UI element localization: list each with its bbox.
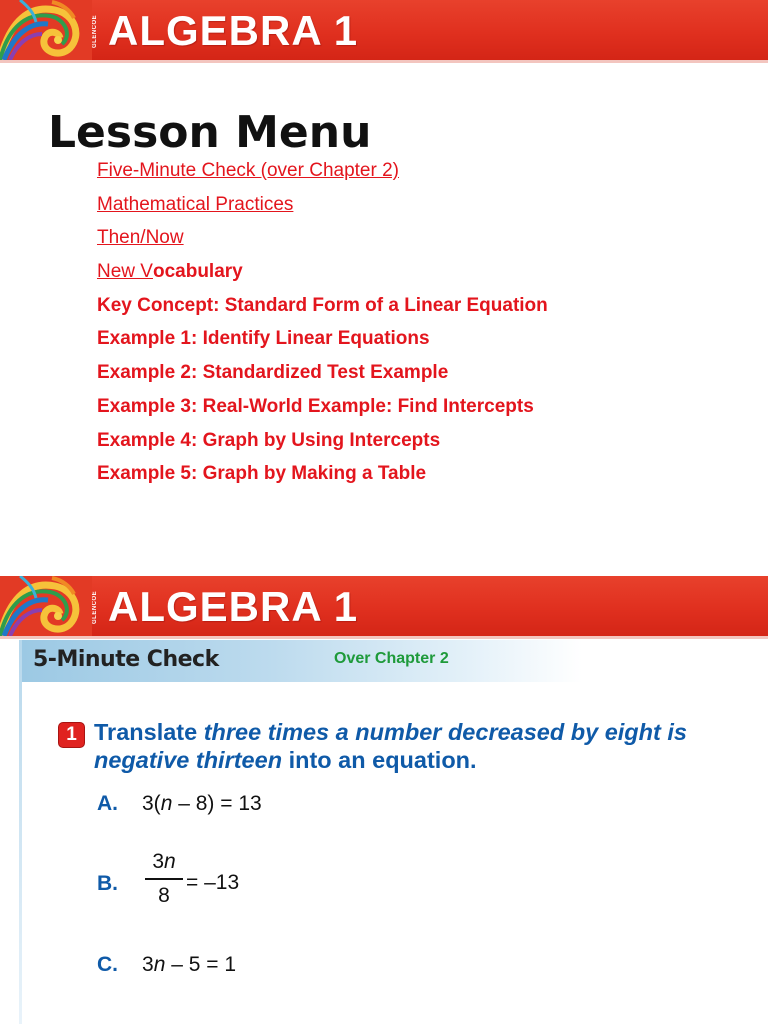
menu-item-example-2[interactable] bbox=[97, 362, 548, 396]
header-banner bbox=[0, 576, 768, 636]
menu-link[interactable]: Five-Minute Check (over Chapter 2) bbox=[97, 160, 399, 181]
menu-item-five-minute-check[interactable] bbox=[97, 160, 548, 194]
menu-item-new-vocabulary[interactable] bbox=[97, 261, 548, 295]
lesson-menu bbox=[97, 160, 548, 497]
header-banner bbox=[0, 0, 768, 60]
banner-divider bbox=[0, 636, 768, 639]
menu-link[interactable]: Example 3: Real-World Example: Find Intercepts bbox=[97, 395, 534, 417]
banner-title: ALGEBRA 1 bbox=[108, 7, 359, 54]
menu-link[interactable]: Example 4: Graph by Using Intercepts bbox=[97, 429, 441, 451]
fraction-denominator: 8 bbox=[158, 883, 170, 907]
answer-c-text[interactable]: 3n – 5 = 1 bbox=[142, 953, 237, 976]
menu-link[interactable]: New V bbox=[97, 261, 153, 283]
publisher-label: GLENCOE bbox=[92, 14, 98, 48]
check-panel-edge bbox=[19, 640, 22, 1024]
menu-link[interactable]: Key Concept: Standard Form of a Linear Equation bbox=[97, 294, 548, 316]
answer-a-letter[interactable]: A. bbox=[97, 792, 118, 815]
banner-title: ALGEBRA 1 bbox=[108, 583, 359, 630]
menu-item-example-1[interactable] bbox=[97, 328, 548, 362]
fraction-bar bbox=[145, 878, 183, 880]
menu-link[interactable]: Example 5: Graph by Making a Table bbox=[97, 463, 427, 485]
menu-item-example-5[interactable] bbox=[97, 463, 548, 497]
menu-link[interactable]: Mathematical Practices bbox=[97, 193, 294, 215]
answer-c-letter[interactable]: C. bbox=[97, 953, 118, 976]
menu-item-then-now[interactable] bbox=[97, 227, 548, 261]
menu-item-mathematical-practices[interactable] bbox=[97, 194, 548, 228]
menu-item-example-4[interactable] bbox=[97, 430, 548, 464]
menu-link[interactable]: Then/Now bbox=[97, 227, 184, 249]
question-text: Translate three times a number decreased by eight is negative thirteen into an equation. bbox=[94, 719, 687, 773]
page-title: Lesson Menu bbox=[48, 107, 372, 158]
menu-item-example-3[interactable] bbox=[97, 396, 548, 430]
fraction-numerator: 3n bbox=[152, 850, 176, 873]
menu-link-bold[interactable]: ocabulary bbox=[152, 261, 243, 283]
answer-b-letter[interactable]: B. bbox=[97, 872, 118, 895]
swirl-logo-icon bbox=[0, 576, 92, 636]
swirl-logo-icon bbox=[0, 0, 92, 60]
check-subtitle: Over Chapter 2 bbox=[334, 650, 449, 667]
answer-b-fraction[interactable] bbox=[145, 850, 183, 908]
question-number-badge: 1 bbox=[58, 722, 85, 748]
banner-divider bbox=[0, 60, 768, 63]
publisher-label: GLENCOE bbox=[92, 590, 98, 624]
menu-link[interactable]: Example 1: Identify Linear Equations bbox=[97, 328, 430, 350]
check-title: 5-Minute Check bbox=[33, 647, 219, 672]
menu-item-key-concept[interactable] bbox=[97, 295, 548, 329]
answer-a-text[interactable]: 3(n – 8) = 13 bbox=[142, 792, 262, 815]
menu-link[interactable]: Example 2: Standardized Test Example bbox=[97, 362, 449, 384]
answer-b-rhs[interactable]: = –13 bbox=[186, 871, 240, 894]
